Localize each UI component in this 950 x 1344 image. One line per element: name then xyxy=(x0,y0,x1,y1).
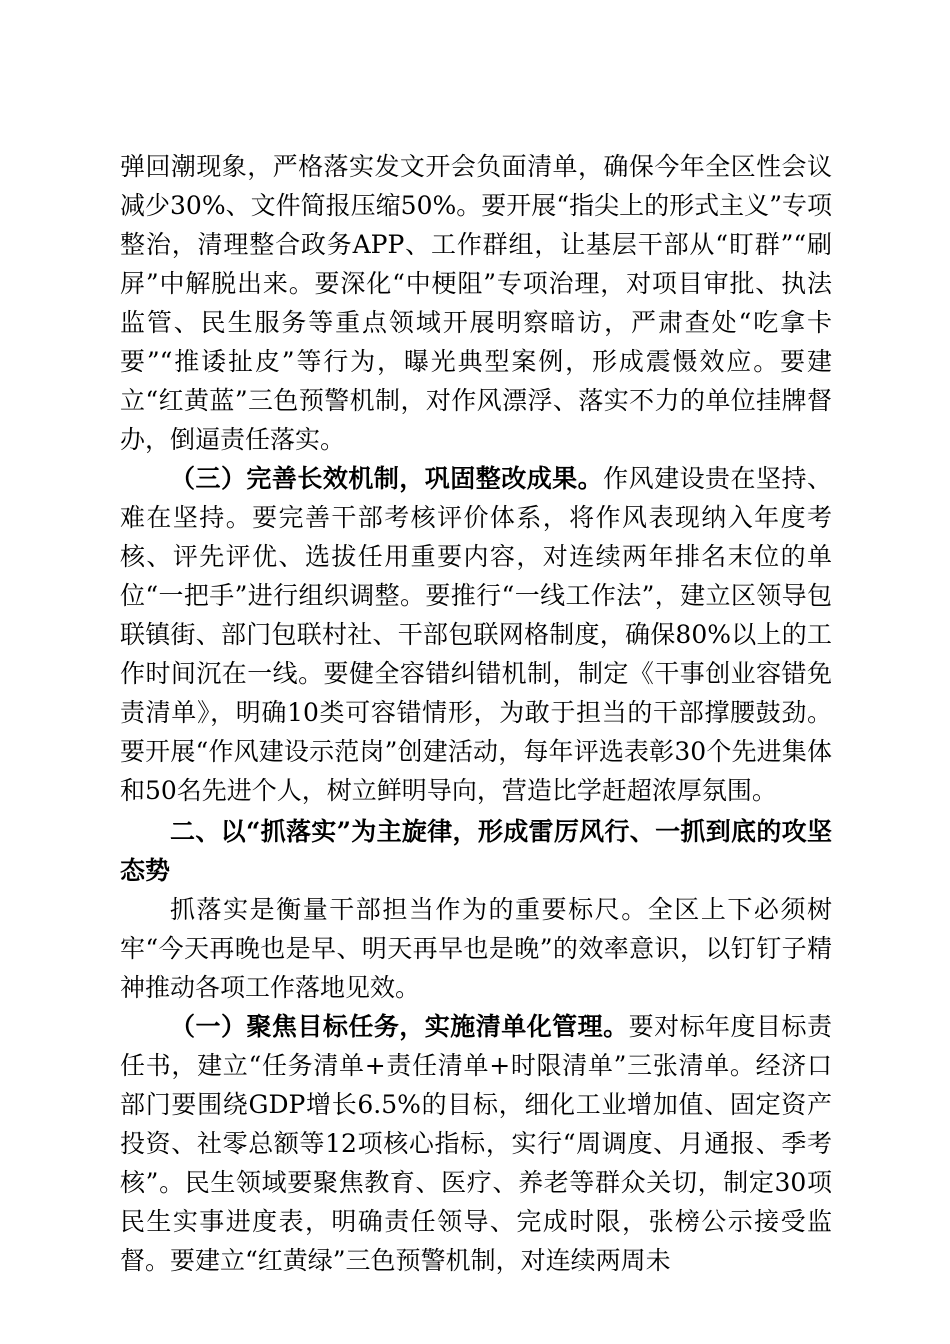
paragraph-3 xyxy=(120,459,832,810)
paragraph-1 xyxy=(120,1007,832,1280)
paragraph-continuation: 弹回潮现象，严格落实发文开会负面清单，确保今年全区性会议减少30%、文件简报压缩50%。要开展“指尖上的形式主义”专项整治，清理整合政务APP、工作群组，让基层干部从“盯群”“刷屏”中解脱出来。要深化“中梗阻”专项治理，对项目审批、执法监管、民生服务等重点领域开展明察暗访，严肃查处“吃拿卡要”“推诿扯皮”等行为，曝光典型案例，形成震慑效应。要建立“红黄蓝”三色预警机制，对作风漂浮、落实不力的单位挂牌督办，倒逼责任落实。 xyxy=(120,152,832,454)
paragraph-3-body: 作风建设贵在坚持、难在坚持。要完善干部考核评价体系，将作风表现纳入年度考核、评先评优、选拔任用重要内容，对连续两年排名末位的单位“一把手”进行组织调整。要推行“一线工作法”，建立区领导包联镇街、部门包联村社、干部包联网格制度，确保80%以上的工作时间沉在一线。要健全容错纠错机制，制定《干事创业容错免责清单》，明确10类可容错情形，为敢于担当的干部撑腰鼓劲。要开展“作风建设示范岗”创建活动，每年评选表彰30个先进集体和50名先进个人，树立鲜明导向，营造比学赶超浓厚氛围。 xyxy=(120,464,832,805)
paragraph-1-heading: （一）聚焦目标任务，实施清单化管理。 xyxy=(170,1012,629,1041)
document-body xyxy=(120,147,832,1280)
paragraph-3-heading: （三）完善长效机制，巩固整改成果。 xyxy=(170,464,604,493)
paragraph-1-body: 要对标年度目标责任书，建立“任务清单+责任清单+时限清单”三张清单。经济口部门要围绕GDP增长6.5%的目标，细化工业增加值、固定资产投资、社零总额等12项核心指标，实行“周调度、月通报、季考核”。民生领域要聚焦教育、医疗、养老等群众关切，制定30项民生实事进度表，明确责任领导、完成时限，张榜公示接受监督。要建立“红黄绿”三色预警机制，对连续两周未 xyxy=(120,1012,832,1275)
section-2-heading: 二、以“抓落实”为主旋律，形成雷厉风行、一抓到底的攻坚态势 xyxy=(120,817,832,885)
section-2-intro: 抓落实是衡量干部担当作为的重要标尺。全区上下必须树牢“今天再晚也是早、明天再早也是晚”的效率意识，以钉钉子精神推动各项工作落地见效。 xyxy=(120,895,832,1002)
